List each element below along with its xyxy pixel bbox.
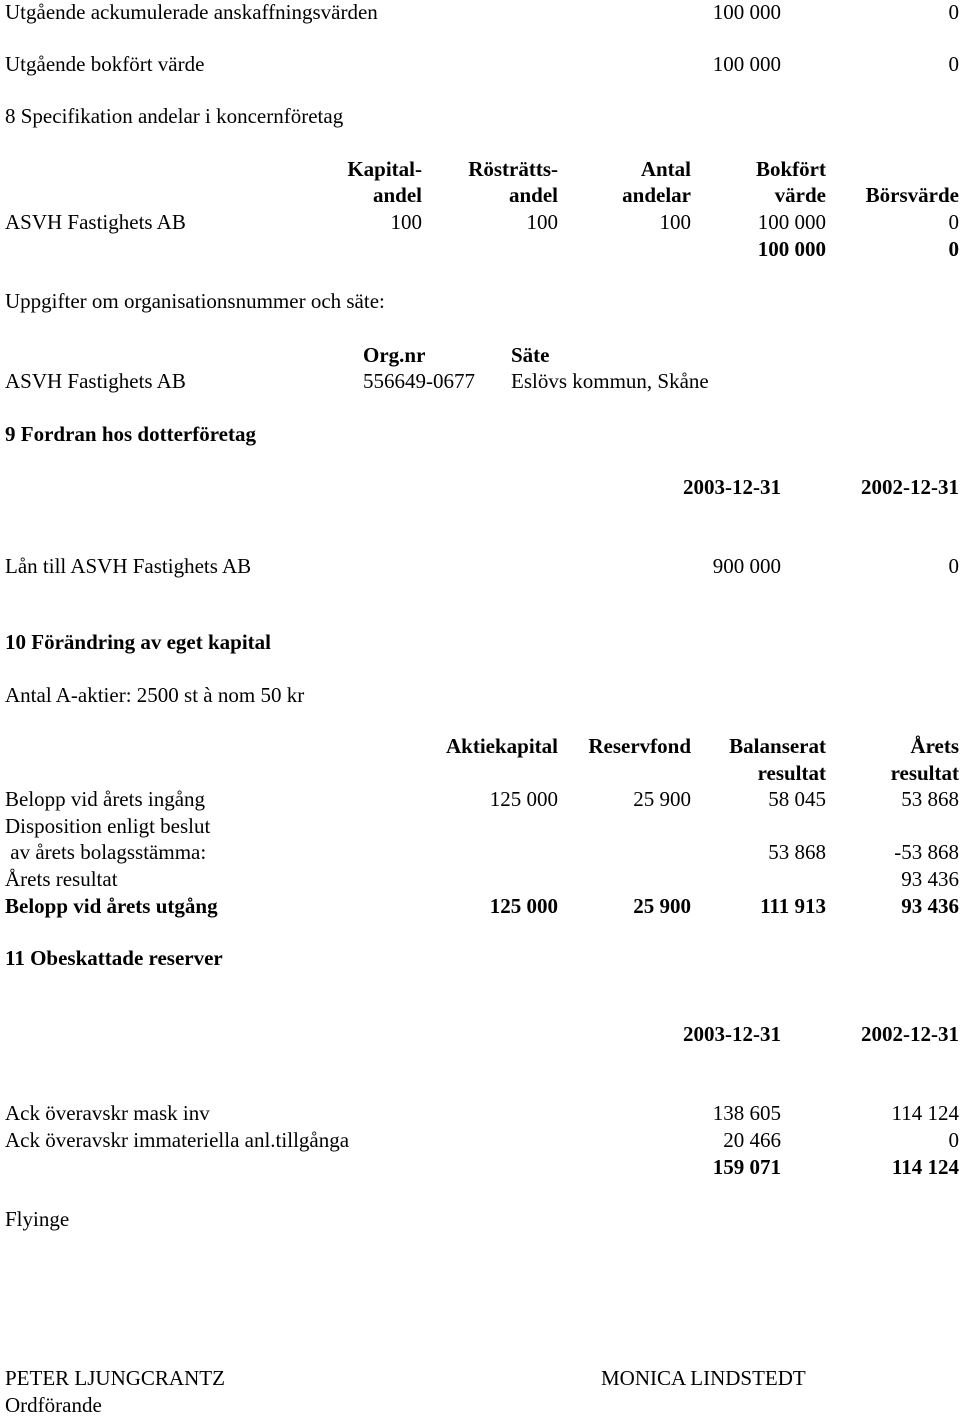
col-antal-andelar-l1: Antal [640, 157, 691, 181]
s11-total-2003: 159 071 [712, 1155, 781, 1179]
s8-row-borsvarde: 0 [948, 210, 959, 234]
col-bokfort-varde-l2: värde [774, 183, 826, 207]
s11-r2-2002: 0 [948, 1128, 959, 1152]
acq-value-2003: 100 000 [712, 0, 781, 24]
col-rostrattsandel-l1: Rösträtts- [468, 157, 558, 181]
s11-r1-2002: 114 124 [891, 1101, 959, 1125]
col-aktiekapital: Aktiekapital [445, 734, 558, 758]
col-kapitalandel-l2: andel [372, 183, 422, 207]
s10-r1-balanserat: 58 045 [768, 787, 826, 811]
s11-r2-2003: 20 466 [723, 1128, 781, 1152]
col-kapitalandel-l1: Kapital- [347, 157, 422, 181]
org-info-intro: Uppgifter om organisationsnummer och säte: [5, 289, 385, 313]
s10-r3-label: Årets resultat [5, 867, 118, 891]
s8-row-bokfort: 100 000 [757, 210, 826, 234]
signatory-2-name: MONICA LINDSTEDT [601, 1366, 806, 1390]
s8-total-bokfort: 100 000 [757, 237, 826, 261]
s10-r1-label: Belopp vid årets ingång [5, 787, 206, 811]
s8-row-name: ASVH Fastighets AB [5, 210, 186, 234]
org-company-name: ASVH Fastighets AB [5, 369, 186, 393]
s10-r4-arets: 93 436 [901, 894, 959, 918]
book-value-2003: 100 000 [712, 52, 781, 76]
signatory-1-role: Ordförande [5, 1393, 102, 1417]
s10-r3-arets: 93 436 [901, 867, 959, 891]
s10-r4-balanserat: 111 913 [760, 894, 826, 918]
col-balanserat-l1: Balanserat [729, 734, 826, 758]
s8-total-borsvarde: 0 [948, 237, 959, 261]
col-borsvarde: Börsvärde [865, 183, 959, 207]
col-balanserat-l2: resultat [757, 761, 826, 785]
s8-row-kapitalandel: 100 [390, 210, 422, 234]
col-reservfond: Reservfond [588, 734, 691, 758]
s11-r2-label: Ack överavskr immateriella anl.tillgånga [5, 1128, 350, 1152]
acq-value-label: Utgående ackumulerade anskaffningsvärden [5, 0, 378, 24]
col-arets-resultat-l1: Årets [910, 734, 959, 758]
col-rostrattsandel-l2: andel [508, 183, 558, 207]
s10-shares-info: Antal A-aktier: 2500 st à nom 50 kr [5, 683, 305, 707]
section-10-heading: 10 Förändring av eget kapital [5, 630, 271, 654]
s10-r1-reservfond: 25 900 [633, 787, 691, 811]
col-bokfort-varde-l1: Bokfört [756, 157, 826, 181]
s10-r2-label-l2: av årets bolagsstämma: [5, 840, 207, 864]
org-nr-value: 556649-0677 [363, 369, 475, 393]
seat-value: Eslövs kommun, Skåne [511, 369, 709, 393]
s9-loan-2002: 0 [948, 554, 959, 578]
s10-r2-arets: -53 868 [894, 840, 959, 864]
s9-loan-label: Lån till ASVH Fastighets AB [5, 554, 252, 578]
s10-r2-label-l1: Disposition enligt beslut [5, 814, 211, 838]
s11-total-2002: 114 124 [891, 1155, 959, 1179]
s9-date-2002: 2002-12-31 [861, 475, 959, 499]
section-11-heading: 11 Obeskattade reserver [5, 946, 223, 970]
s9-date-2003: 2003-12-31 [683, 475, 781, 499]
seat-heading: Säte [511, 343, 550, 367]
section-8-heading: 8 Specifikation andelar i koncernföretag [5, 104, 344, 128]
acq-value-2002: 0 [948, 0, 959, 24]
s11-r1-label: Ack överavskr mask inv [5, 1101, 210, 1125]
book-value-label: Utgående bokfört värde [5, 52, 205, 76]
signing-place: Flyinge [5, 1207, 70, 1231]
s8-row-rostrattsandel: 100 [526, 210, 558, 234]
signatory-1-name: PETER LJUNGCRANTZ [5, 1366, 225, 1390]
s10-r1-arets: 53 868 [901, 787, 959, 811]
book-value-2002: 0 [948, 52, 959, 76]
s11-date-2002: 2002-12-31 [861, 1022, 959, 1046]
s11-r1-2003: 138 605 [712, 1101, 781, 1125]
s10-r4-aktiekapital: 125 000 [489, 894, 558, 918]
col-antal-andelar-l2: andelar [622, 183, 691, 207]
org-nr-heading: Org.nr [363, 343, 426, 367]
col-arets-resultat-l2: resultat [890, 761, 959, 785]
s10-r4-label: Belopp vid årets utgång [5, 894, 218, 918]
s10-r1-aktiekapital: 125 000 [489, 787, 558, 811]
s11-date-2003: 2003-12-31 [683, 1022, 781, 1046]
s9-loan-2003: 900 000 [712, 554, 781, 578]
s8-row-antal: 100 [659, 210, 691, 234]
section-9-heading: 9 Fordran hos dotterföretag [5, 422, 256, 446]
s10-r2-balanserat: 53 868 [768, 840, 826, 864]
s10-r4-reservfond: 25 900 [633, 894, 691, 918]
